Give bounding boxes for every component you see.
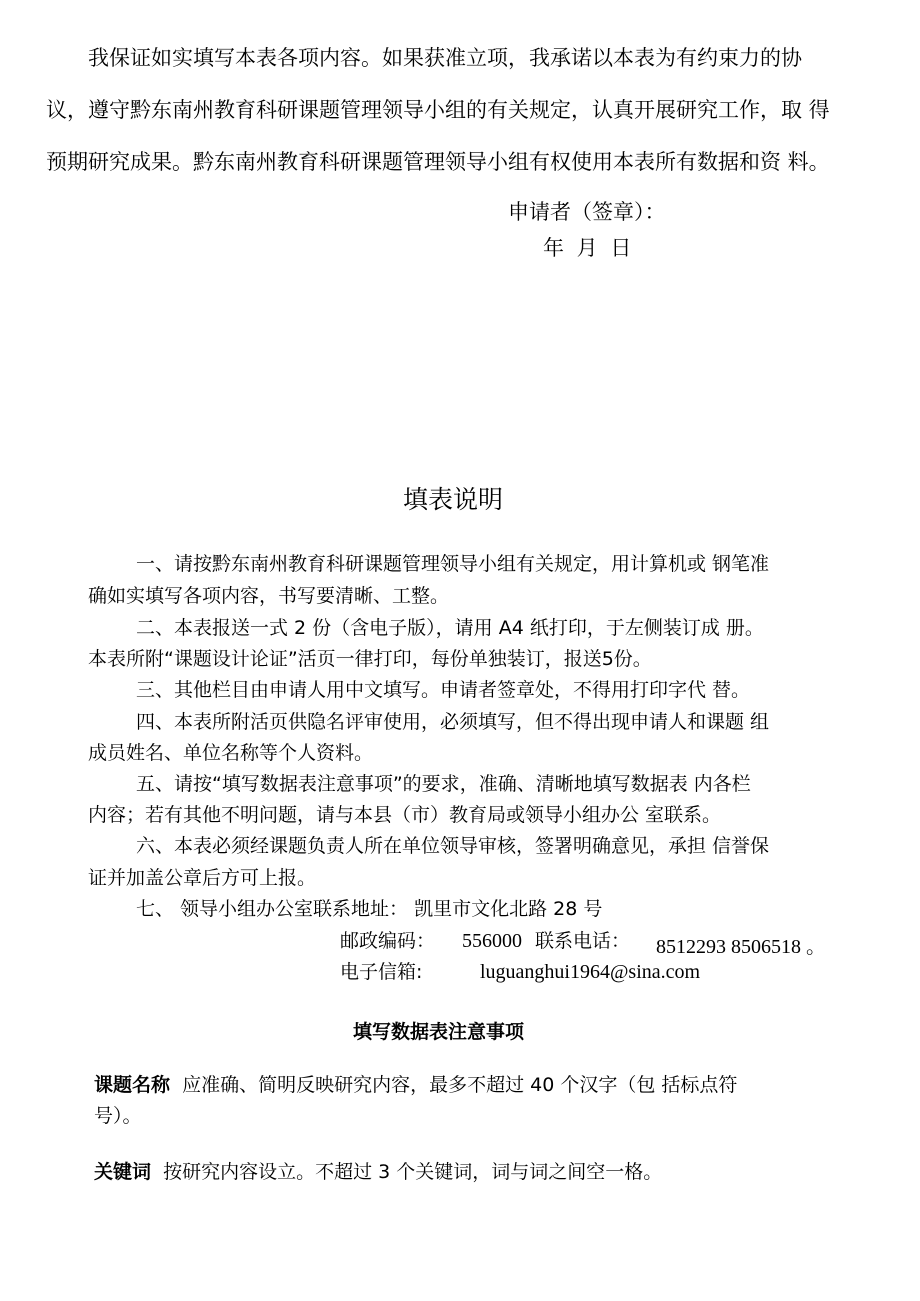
instruction-5-line-1: 五、请按“填写数据表注意事项”的要求，准确、清晰地填写数据表 内各栏 xyxy=(136,773,751,795)
instructions-title: 填表说明 xyxy=(403,485,504,514)
instruction-4-line-2: 成员姓名、单位名称等个人资料。 xyxy=(88,742,374,764)
keyword-term: 关键词 xyxy=(94,1161,152,1183)
instruction-1-line-2: 确如实填写各项内容，书写要清晰、工整。 xyxy=(88,585,450,607)
pledge-line-1: 我保证如实填写本表各项内容。如果获准立项，我承诺以本表为有约束力的协 xyxy=(88,46,802,70)
instruction-3-line-1: 三、其他栏目由申请人用中文填写。申请者签章处，不得用打印字代 替。 xyxy=(136,679,751,701)
instruction-2-line-1: 二、本表报送一式 2 份（含电子版），请用 A4 纸打印，于左侧装订成 册。 xyxy=(136,617,764,639)
topic-term: 课题名称 xyxy=(94,1074,171,1096)
instruction-4-line-1: 四、本表所附活页供隐名评审使用，必须填写，但不得出现申请人和课题 组 xyxy=(136,711,770,733)
instruction-7-address: 七、 领导小组办公室联系地址： 凯里市文化北路 28 号 xyxy=(136,898,603,920)
instruction-1-line-1: 一、请按黔东南州教育科研课题管理领导小组有关规定，用计算机或 钢笔准 xyxy=(136,553,770,575)
email-address: luguanghui1964@sina.com xyxy=(480,961,701,983)
applicant-signature-label: 申请者（签章）： xyxy=(508,200,666,224)
phone-label: 联系电话： xyxy=(535,930,631,952)
instruction-2-line-2: 本表所附“课题设计论证”活页一律打印，每份单独装订，报送5份。 xyxy=(88,648,652,670)
keyword-description: 按研究内容设立。不超过 3 个关键词，词与词之间空一格。 xyxy=(163,1161,663,1183)
signature-date: 年 月 日 xyxy=(543,236,632,260)
email-label: 电子信箱: xyxy=(340,961,423,983)
pledge-line-3: 预期研究成果。黔东南州教育科研课题管理领导小组有权使用本表所有数据和资 料。 xyxy=(46,150,830,174)
instruction-5-line-2: 内容；若有其他不明问题，请与本县（市）教育局或领导小组办公 室联系。 xyxy=(88,804,722,826)
postal-code: 556000 xyxy=(462,930,522,952)
instruction-6-line-1: 六、本表必须经课题负责人所在单位领导审核，签署明确意见，承担 信誉保 xyxy=(136,835,770,857)
pledge-line-2: 议，遵守黔东南州教育科研课题管理领导小组的有关规定，认真开展研究工作，取 得 xyxy=(46,98,830,122)
topic-description: 应准确、简明反映研究内容，最多不超过 40 个汉字（包 括标点符 xyxy=(182,1074,738,1096)
postal-code-label: 邮政编码： xyxy=(340,930,436,952)
topic-note-line-1 xyxy=(94,1076,737,1095)
phone-number: 8512293 8506518 。 xyxy=(656,936,826,958)
instruction-6-line-2: 证并加盖公章后方可上报。 xyxy=(88,867,317,889)
keyword-note xyxy=(94,1163,662,1182)
notes-title: 填写数据表注意事项 xyxy=(353,1021,525,1043)
topic-note-line-2: 号）。 xyxy=(94,1105,142,1127)
